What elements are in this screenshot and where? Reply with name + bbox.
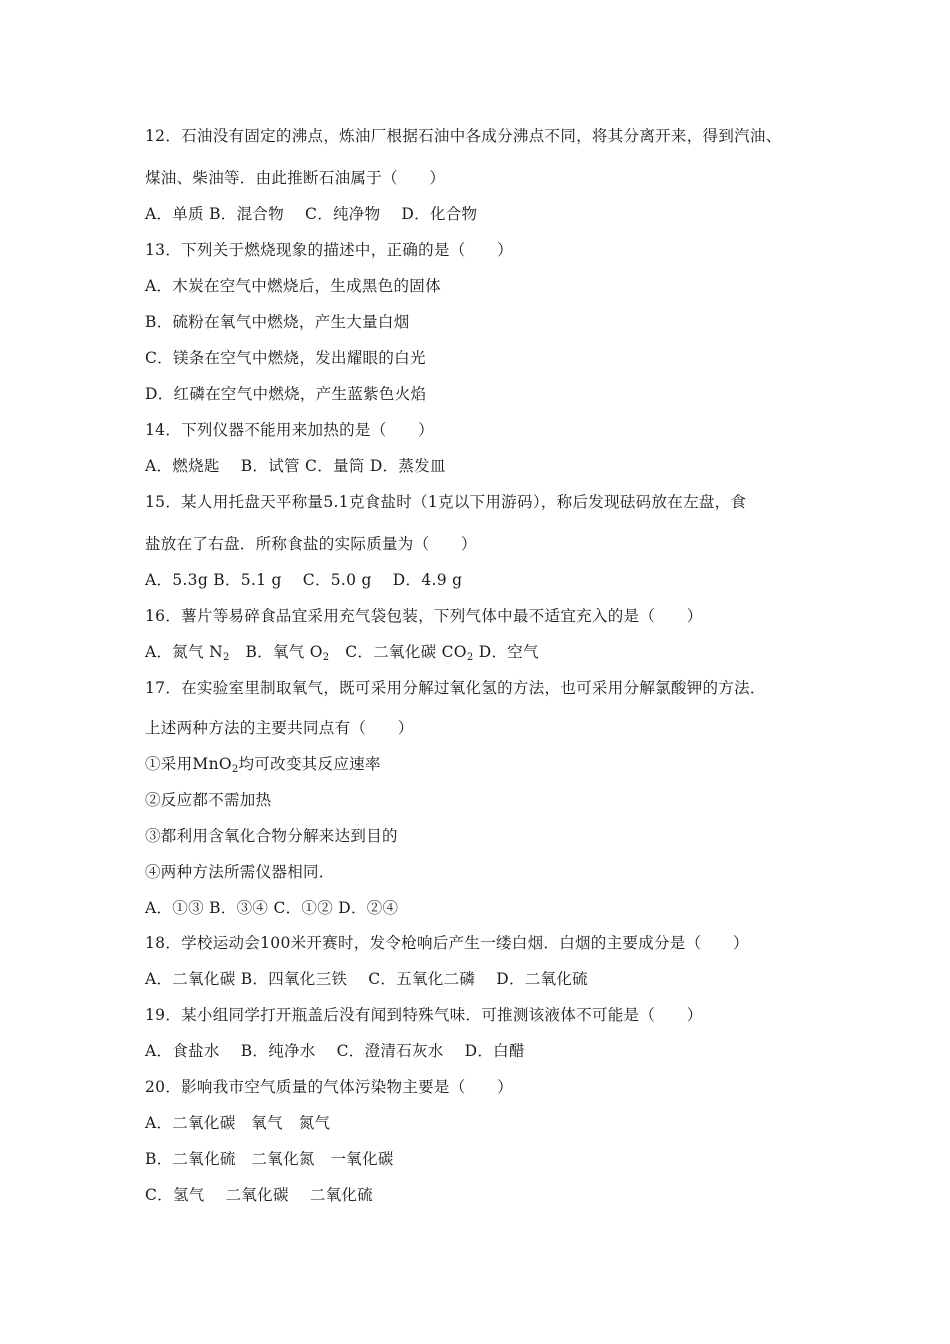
q16-option-b: B．氧气 O	[229, 643, 323, 661]
q13-stem: 13．下列关于燃烧现象的描述中，正确的是（ ）	[145, 241, 513, 259]
q13-option-a: A．木炭在空气中燃烧后，生成黑色的固体	[145, 277, 441, 295]
q12-options: A．单质 B．混合物 C．纯净物 D．化合物	[145, 205, 478, 223]
q20-option-c: C．氢气 二氧化碳 二氧化硫	[145, 1186, 374, 1204]
q16-option-c: C．二氧化碳 CO	[329, 643, 467, 661]
q15-options: A．5.3g B．5.1 g C．5.0 g D．4.9 g	[145, 571, 463, 589]
q13-option-b: B．硫粉在氧气中燃烧，产生大量白烟	[145, 313, 410, 331]
q15-stem-line1: 15．某人用托盘天平称量5.1克食盐时（1克以下用游码），称后发现砝码放在左盘，食	[145, 493, 747, 511]
q16-option-a: A．氮气 N	[145, 643, 223, 661]
q20-stem: 20．影响我市空气质量的气体污染物主要是（ ）	[145, 1078, 513, 1096]
q20-option-b: B．二氧化硫 二氧化氮 一氧化碳	[145, 1150, 394, 1168]
q17-item2: ②反应都不需加热	[145, 791, 272, 809]
q17-stem-line2: 上述两种方法的主要共同点有（ ）	[145, 719, 414, 737]
q17-item4: ④两种方法所需仪器相同．	[145, 863, 335, 881]
q17-stem-line1: 17．在实验室里制取氧气，既可采用分解过氧化氢的方法，也可采用分解氯酸钾的方法．	[145, 679, 766, 697]
q15-stem-line2: 盐放在了右盘．所称食盐的实际质量为（ ）	[145, 535, 477, 553]
q14-stem: 14．下列仪器不能用来加热的是（ ）	[145, 421, 434, 439]
q17-item1-suffix: 均可改变其反应速率	[238, 755, 381, 773]
q12-stem-line1: 12．石油没有固定的沸点，炼油厂根据石油中各成分沸点不同，将其分离开来，得到汽油、	[145, 127, 782, 145]
q16-option-d: D．空气	[473, 643, 539, 661]
q12-stem-line2: 煤油、柴油等．由此推断石油属于（ ）	[145, 169, 446, 187]
q19-options: A．食盐水 B．纯净水 C．澄清石灰水 D．白醋	[145, 1042, 525, 1060]
q16-stem: 16．薯片等易碎食品宜采用充气袋包装，下列气体中最不适宜充入的是（ ）	[145, 607, 703, 625]
q17-options: A．①③ B．③④ C．①② D．②④	[145, 899, 399, 917]
q16-option-b-subscript: 2	[322, 652, 330, 663]
q17-item1-prefix: ①采用MnO	[145, 755, 232, 773]
q19-stem: 19．某小组同学打开瓶盖后没有闻到特殊气味．可推测该液体不可能是（ ）	[145, 1006, 703, 1024]
q16-option-a-subscript: 2	[222, 652, 230, 663]
q18-stem: 18．学校运动会100米开赛时，发令枪响后产生一缕白烟．白烟的主要成分是（ ）	[145, 934, 749, 952]
q16-options	[145, 642, 539, 662]
q13-option-d: D．红磷在空气中燃烧，产生蓝紫色火焰	[145, 385, 427, 403]
q18-options: A．二氧化碳 B．四氧化三铁 C．五氧化二磷 D．二氧化硫	[145, 970, 588, 988]
q13-option-c: C．镁条在空气中燃烧，发出耀眼的白光	[145, 349, 426, 367]
q16-option-c-subscript: 2	[466, 652, 474, 663]
q17-item3: ③都利用含氧化合物分解来达到目的	[145, 827, 398, 845]
q17-item1	[145, 754, 381, 774]
q17-item1-subscript: 2	[231, 764, 239, 775]
q14-options: A．燃烧匙 B．试管 C．量筒 D．蒸发皿	[145, 457, 446, 475]
q20-option-a: A．二氧化碳 氧气 氮气	[145, 1114, 331, 1132]
